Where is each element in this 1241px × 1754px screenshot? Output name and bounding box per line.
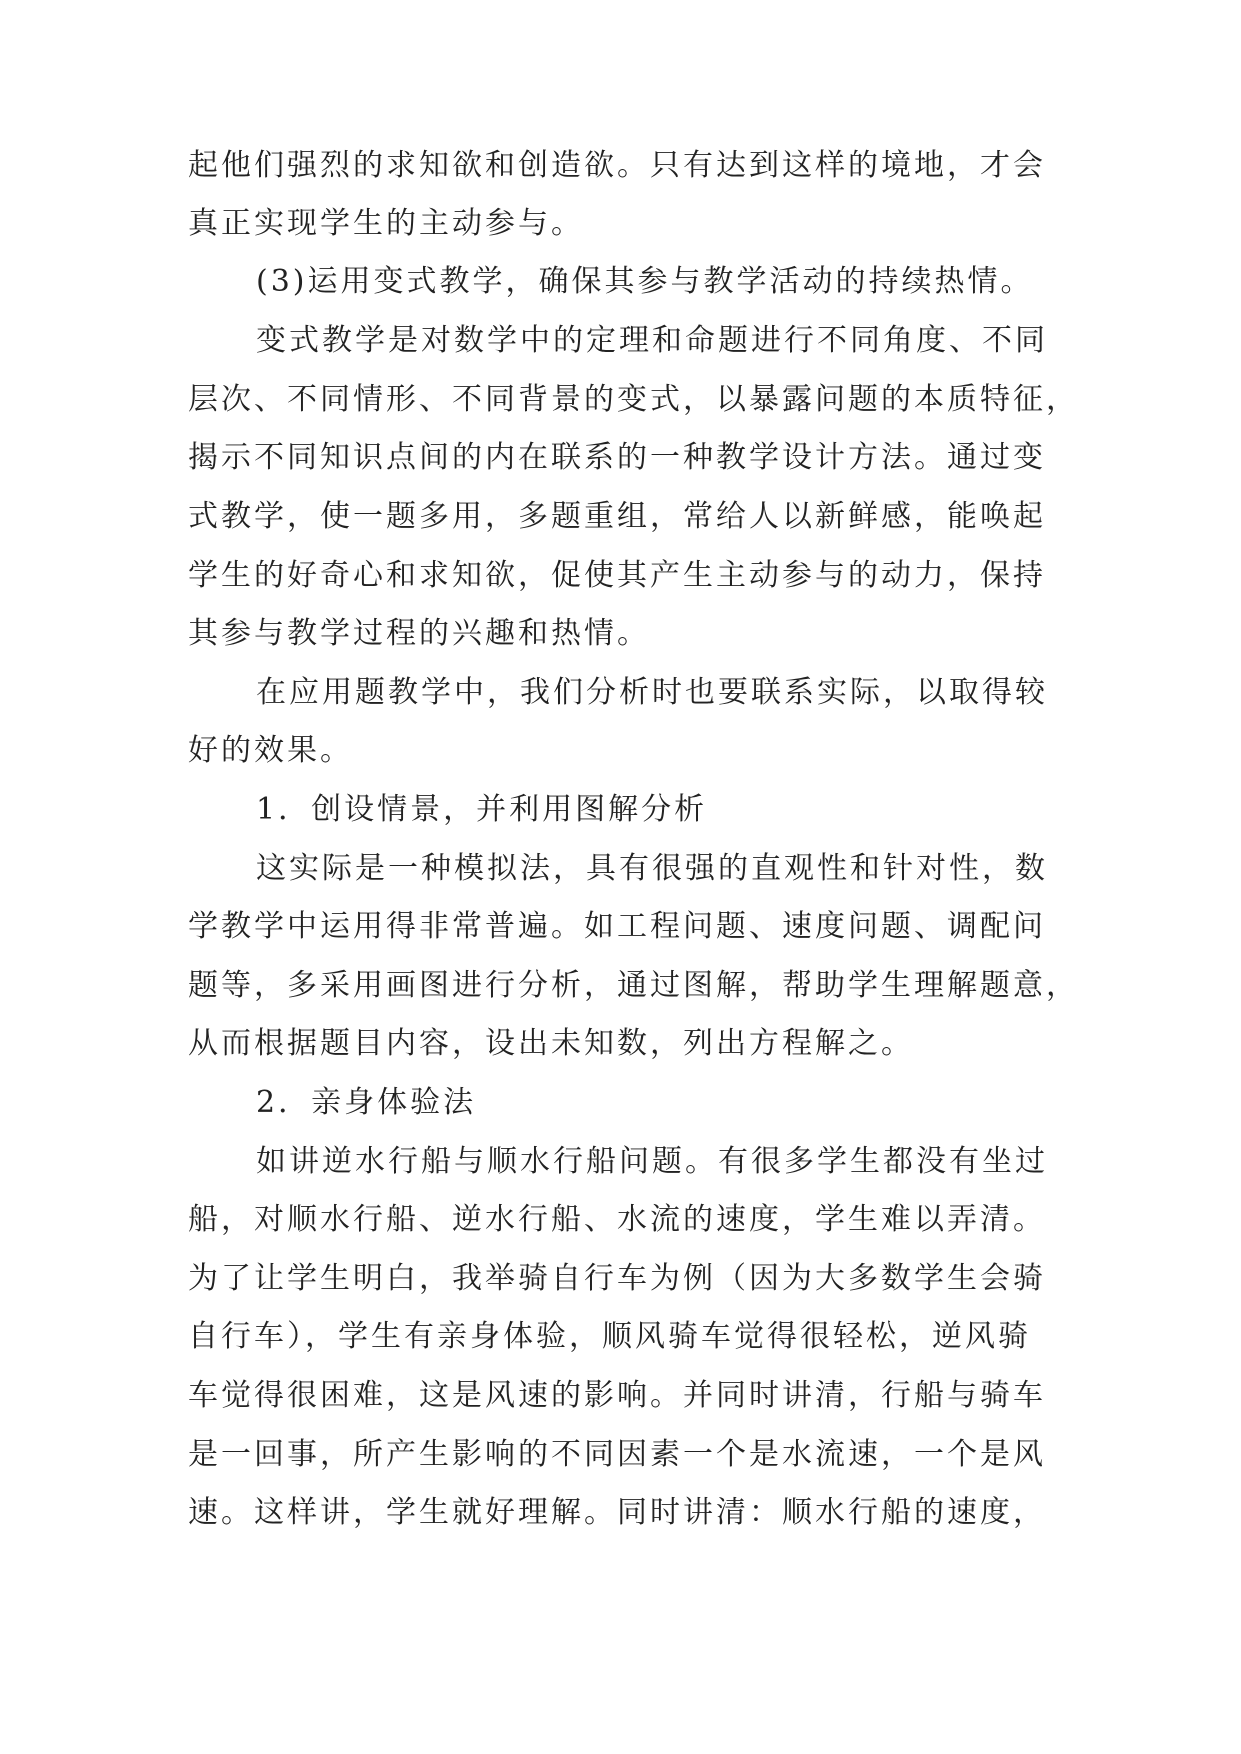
text-line: 从而根据题目内容，设出未知数，列出方程解之。 [188, 1026, 914, 1061]
text-line: 学生的好奇心和求知欲，促使其产生主动参与的动力，保持 [188, 558, 1046, 593]
text-line: 揭示不同知识点间的内在联系的一种教学设计方法。通过变 [188, 440, 1046, 475]
text-line: 这实际是一种模拟法，具有很强的直观性和针对性，数 [256, 851, 1048, 886]
text-line: 层次、不同情形、不同背景的变式，以暴露问题的本质特征， [188, 382, 1079, 417]
text-line: 真正实现学生的主动参与。 [188, 206, 584, 241]
text-line: (3)运用变式教学，确保其参与教学活动的持续热情。 [256, 264, 1034, 299]
text-line: 学教学中运用得非常普遍。如工程问题、速度问题、调配问 [188, 909, 1046, 944]
text-line: 变式教学是对数学中的定理和命题进行不同角度、不同 [256, 323, 1048, 358]
text-line: 起他们强烈的求知欲和创造欲。只有达到这样的境地，才会 [188, 148, 1046, 183]
text-line: 自行车），学生有亲身体验，顺风骑车觉得很轻松，逆风骑 [188, 1319, 1031, 1354]
text-line: 题等，多采用画图进行分析，通过图解，帮助学生理解题意， [188, 968, 1079, 1003]
text-line: 是一回事，所产生影响的不同因素一个是水流速，一个是风 [188, 1437, 1046, 1472]
text-line: 式教学，使一题多用，多题重组，常给人以新鲜感，能唤起 [188, 499, 1046, 534]
text-line: 如讲逆水行船与顺水行船问题。有很多学生都没有坐过 [256, 1144, 1048, 1179]
text-line: 为了让学生明白，我举骑自行车为例（因为大多数学生会骑 [188, 1261, 1046, 1296]
text-line: 2．亲身体验法 [256, 1085, 477, 1120]
text-line: 船，对顺水行船、逆水行船、水流的速度，学生难以弄清。 [188, 1202, 1046, 1237]
text-line: 1．创设情景，并利用图解分析 [256, 792, 708, 827]
text-line: 速。这样讲，学生就好理解。同时讲清：顺水行船的速度， [188, 1495, 1046, 1530]
text-line: 车觉得很困难，这是风速的影响。并同时讲清，行船与骑车 [188, 1378, 1046, 1413]
text-line: 在应用题教学中，我们分析时也要联系实际，以取得较 [256, 675, 1048, 710]
text-line: 其参与教学过程的兴趣和热情。 [188, 616, 650, 651]
text-line: 好的效果。 [188, 733, 353, 768]
